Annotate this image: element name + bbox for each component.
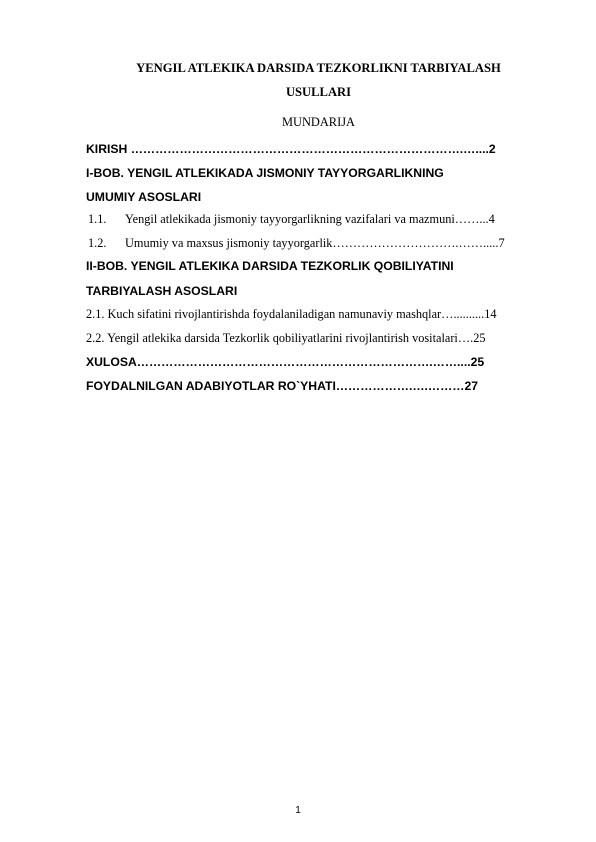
toc-entry-chapter-1-cont: UMUMIY ASOSLARI — [86, 190, 202, 204]
toc-entry-number: 1.2. — [88, 236, 107, 250]
toc-entry-1-1 — [88, 209, 551, 229]
document-title-line-2: USULLARI — [285, 85, 352, 99]
toc-entry-chapter-2-cont: TARBIYALASH ASOSLARI — [86, 284, 238, 298]
toc-entry-number: 1.1. — [88, 212, 107, 226]
toc-entry-introduction: KIRISH ……………………………………………………………………….…....2 — [86, 142, 496, 156]
toc-entry-references: FOYDALNILGAN ADABIYOTLAR RO`YHATI……………….….………27 — [86, 379, 479, 393]
page-number: 1 — [295, 805, 301, 816]
toc-entry-1-2 — [88, 233, 551, 253]
contents-heading: MUNDARIJA — [282, 115, 355, 129]
toc-entry-text: Yengil atlekikada jismoniy tayyorgarlikning vazifalari va mazmuni……...4 — [125, 212, 495, 226]
document-title-line-1: YENGIL ATLEKIKA DARSIDA TEZKORLIKNI TARBIYALASH — [136, 61, 501, 75]
toc-entry-chapter-1: I-BOB. YENGIL ATLEKIKADA JISMONIY TAYYORGARLIKNING — [86, 166, 444, 180]
toc-entry-2-1: 2.1. Kuch sifatini rivojlantirishda foydalaniladigan namunaviy mashqlar…..........14 — [86, 307, 497, 321]
toc-entry-2-2: 2.2. Yengil atlekika darsida Tezkorlik qobiliyatlarini rivojlantirish vositalari….25 — [86, 331, 486, 345]
toc-entry-text: Umumiy va maxsus jismoniy tayyorgarlik………………………….…….....7 — [125, 236, 505, 250]
toc-entry-conclusion: XULOSA……………………………………………………………….……....25 — [86, 355, 485, 369]
toc-entry-chapter-2: II-BOB. YENGIL ATLEKIKA DARSIDA TEZKORLIK QOBILIYATINI — [86, 259, 454, 273]
